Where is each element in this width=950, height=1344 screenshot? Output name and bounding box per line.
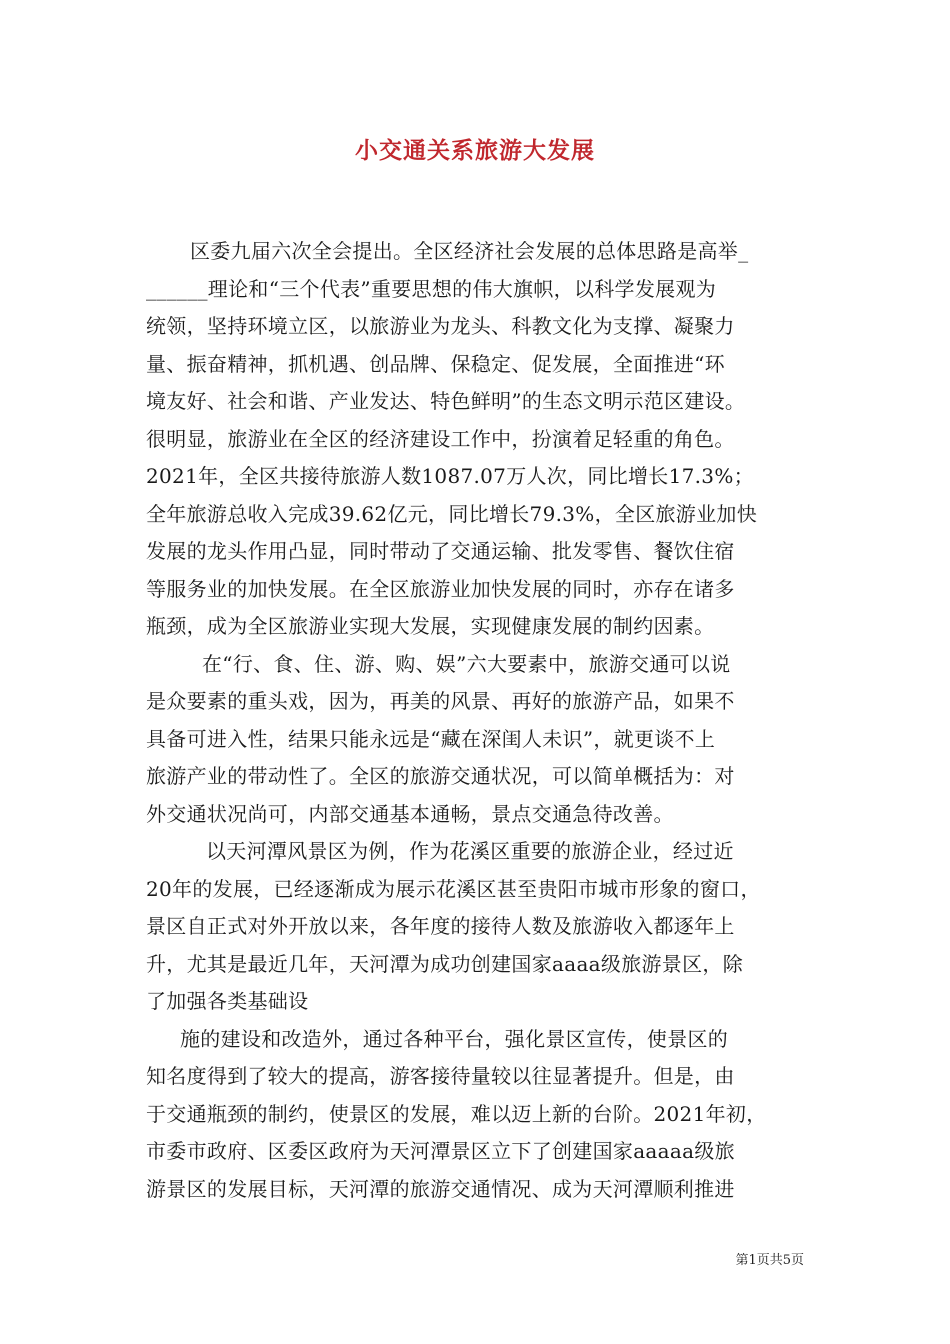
text-line: 旅游产业的带动性了。全区的旅游交通状况，可以简单概括为：对 bbox=[146, 764, 735, 788]
text-line: 全年旅游总收入完成39.62亿元，同比增长79.3%，全区旅游业加快 bbox=[146, 501, 757, 526]
text-line: ______理论和“三个代表”重要思想的伟大旗帜，以科学发展观为 bbox=[146, 276, 717, 301]
text-line: 区委九届六次全会提出。全区经济社会发展的总体思路是高举_ bbox=[190, 239, 749, 263]
text-line: 于交通瓶颈的制约，使景区的发展，难以迈上新的台阶。2021年初， bbox=[146, 1101, 767, 1126]
text-line: 以天河潭风景区为例，作为花溪区重要的旅游企业，经过近 bbox=[206, 839, 734, 863]
text-line: 很明显，旅游业在全区的经济建设工作中，扮演着足轻重的角色。 bbox=[146, 426, 735, 451]
text-line: 瓶颈，成为全区旅游业实现大发展，实现健康发展的制约因素。 bbox=[146, 614, 715, 638]
text-line: 是众要素的重头戏，因为，再美的风景、再好的旅游产品，如果不 bbox=[146, 689, 735, 713]
text-line: 等服务业的加快发展。在全区旅游业加快发展的同时，亦存在诸多 bbox=[146, 576, 735, 601]
page-number: 第1页共5页 bbox=[735, 1253, 804, 1268]
document-title: 小交通关系旅游大发展 bbox=[355, 137, 595, 164]
text-line: 统领，坚持环境立区，以旅游业为龙头、科教文化为支撑、凝聚力 bbox=[146, 314, 735, 338]
text-line: 了加强各类基础设 bbox=[146, 989, 309, 1013]
text-line: 市委市政府、区委区政府为天河潭景区立下了创建国家aaaaa级旅 bbox=[146, 1139, 735, 1163]
text-line: 具备可进入性，结果只能永远是“藏在深闺人未识”，就更谈不上 bbox=[146, 726, 716, 751]
text-line: 外交通状况尚可，内部交通基本通畅，景点交通急待改善。 bbox=[146, 801, 674, 826]
document-body bbox=[146, 233, 810, 1208]
text-line: 在“行、食、住、游、购、娱”六大要素中，旅游交通可以说 bbox=[202, 651, 731, 676]
text-line: 量、振奋精神，抓机遇、创品牌、保稳定、促发展，全面推进“环 bbox=[146, 351, 725, 376]
text-line: 2021年，全区共接待旅游人数1087.07万人次，同比增长17.3%； bbox=[146, 464, 754, 488]
text-line: 游景区的发展目标，天河潭的旅游交通情况、成为天河潭顺利推进 bbox=[146, 1176, 735, 1201]
text-line: 发展的龙头作用凸显，同时带动了交通运输、批发零售、餐饮住宿 bbox=[146, 539, 735, 563]
text-line: 20年的发展，已经逐渐成为展示花溪区甚至贵阳市城市形象的窗口， bbox=[146, 876, 761, 901]
text-line: 施的建设和改造外，通过各种平台，强化景区宣传，使景区的 bbox=[180, 1026, 729, 1051]
text-line: 景区自正式对外开放以来，各年度的接待人数及旅游收入都逐年上 bbox=[146, 914, 735, 938]
text-line: 升，尤其是最近几年，天河潭为成功创建国家aaaa级旅游景区，除 bbox=[146, 951, 743, 976]
text-line: 知名度得到了较大的提高，游客接待量较以往显著提升。但是，由 bbox=[146, 1064, 735, 1088]
text-line: 境友好、社会和谐、产业发达、特色鲜明”的生态文明示范区建设。 bbox=[146, 389, 746, 413]
